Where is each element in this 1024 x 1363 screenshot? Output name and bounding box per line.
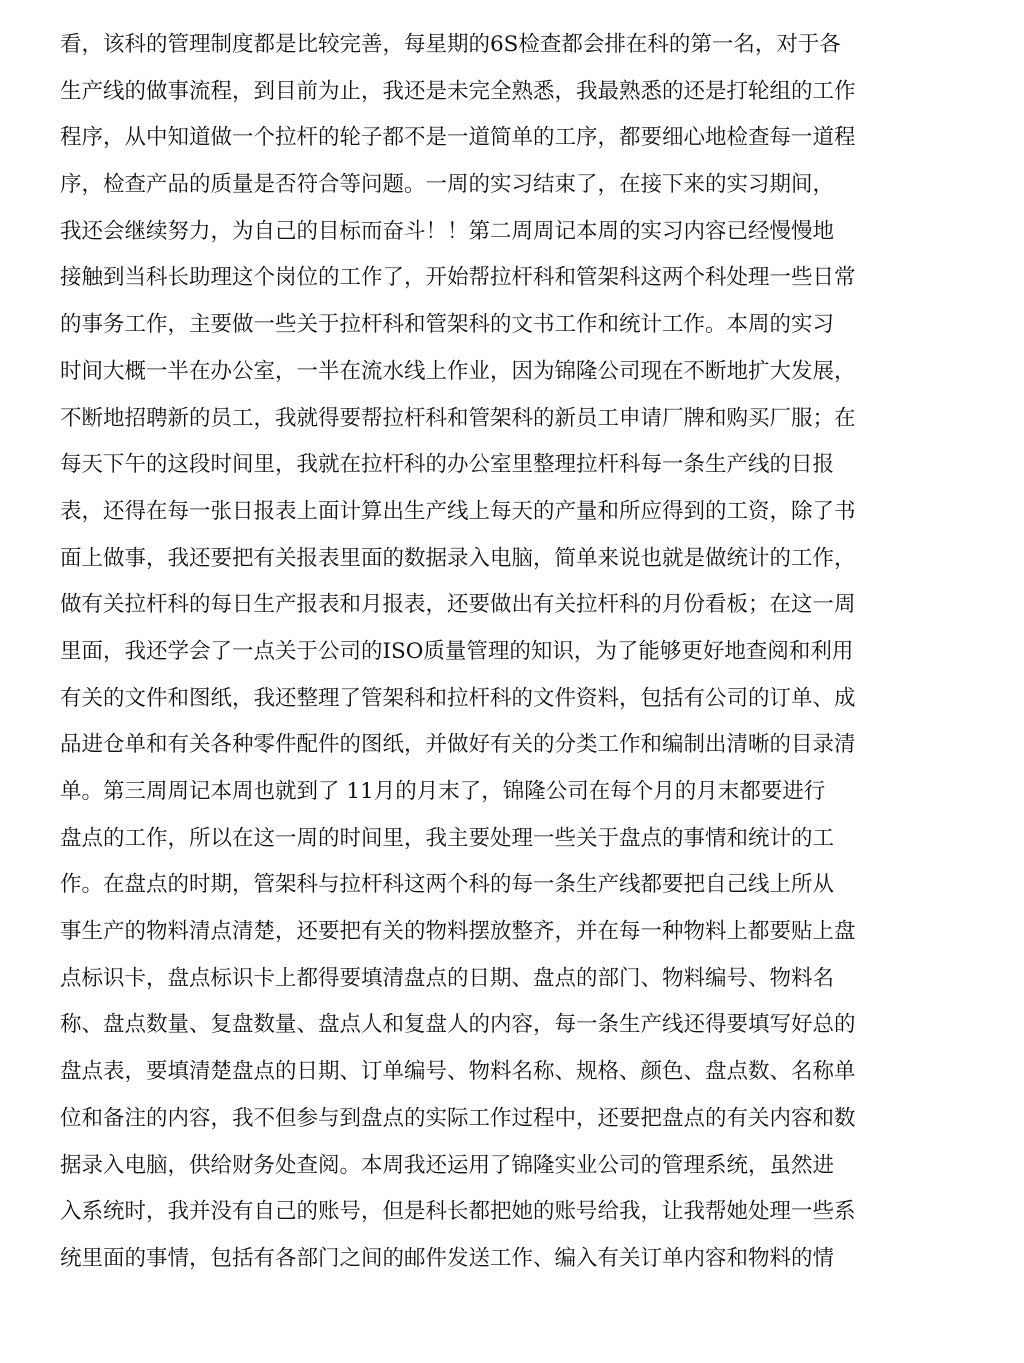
text-line: 看，该科的管理制度都是比较完善，每星期的6S检查都会排在科的第一名，对于各 [60, 32, 841, 57]
text-line: 程序，从中知道做一个拉杆的轮子都不是一道简单的工序，都要细心地检查每一道程 [60, 125, 856, 151]
text-line: 序，检查产品的质量是否符合等问题。一周的实习结束了，在接下来的实习期间， [60, 172, 835, 198]
text-line: 称、盘点数量、复盘数量、盘点人和复盘人的内容，每一条生产线还得要填写好总的 [60, 1012, 856, 1038]
text-line: 表，还得在每一张日报表上面计算出生产线上每天的产量和所应得到的工资，除了书 [60, 498, 856, 524]
text-line: 有关的文件和图纸，我还整理了管架科和拉杆科的文件资料，包括有公司的订单、成 [60, 685, 856, 711]
text-line: 品进仓单和有关各种零件配件的图纸，并做好有关的分类工作和编制出清晰的目录清 [60, 732, 856, 758]
text-line: 据录入电脑，供给财务处查阅。本周我还运用了锦隆实业公司的管理系统，虽然进 [60, 1152, 835, 1178]
text-line: 面上做事，我还要把有关报表里面的数据录入电脑，简单来说也就是做统计的工作， [60, 545, 856, 571]
text-line: 盘点的工作，所以在这一周的时间里，我主要处理一些关于盘点的事情和统计的工 [60, 825, 835, 851]
text-line: 位和备注的内容，我不但参与到盘点的实际工作过程中，还要把盘点的有关内容和数 [60, 1105, 856, 1131]
text-line: 做有关拉杆科的每日生产报表和月报表，还要做出有关拉杆科的月份看板；在这一周 [60, 592, 856, 618]
text-line: 统里面的事情，包括有各部门之间的邮件发送工作、编入有关订单内容和物料的情 [60, 1245, 835, 1271]
text-line: 盘点表，要填清楚盘点的日期、订单编号、物料名称、规格、颜色、盘点数、名称单 [60, 1059, 856, 1085]
text-line: 生产线的做事流程，到目前为止，我还是未完全熟悉，我最熟悉的还是打轮组的工作 [60, 78, 856, 104]
text-line: 事生产的物料清点清楚，还要把有关的物料摆放整齐，并在每一种物料上都要贴上盘 [60, 919, 856, 945]
text-line: 里面，我还学会了一点关于公司的ISO质量管理的知识，为了能够更好地查阅和利用 [60, 638, 854, 664]
text-line: 单。第三周周记本周也就到了 11月的月末了，锦隆公司在每个月的月末都要进行 [60, 779, 826, 804]
text-line: 不断地招聘新的员工，我就得要帮拉杆科和管架科的新员工申请厂牌和购买厂服；在 [60, 405, 856, 431]
text-line: 入系统时，我并没有自己的账号，但是科长都把她的账号给我，让我帮她处理一些系 [60, 1199, 856, 1225]
body-text [60, 22, 940, 1283]
text-line: 我还会继续努力，为自己的目标而奋斗！！第二周周记本周的实习内容已经慢慢地 [60, 218, 835, 244]
text-line: 的事务工作，主要做一些关于拉杆科和管架科的文书工作和统计工作。本周的实习 [60, 312, 835, 338]
text-line: 每天下午的这段时间里，我就在拉杆科的办公室里整理拉杆科每一条生产线的日报 [60, 452, 835, 478]
text-line: 点标识卡，盘点标识卡上都得要填清盘点的日期、盘点的部门、物料编号、物料名 [60, 965, 835, 991]
text-line: 时间大概一半在办公室，一半在流水线上作业，因为锦隆公司现在不断地扩大发展， [60, 358, 856, 384]
text-line: 接触到当科长助理这个岗位的工作了，开始帮拉杆科和管架科这两个科处理一些日常 [60, 265, 856, 291]
text-line: 作。在盘点的时期，管架科与拉杆科这两个科的每一条生产线都要把自己线上所从 [60, 872, 835, 898]
